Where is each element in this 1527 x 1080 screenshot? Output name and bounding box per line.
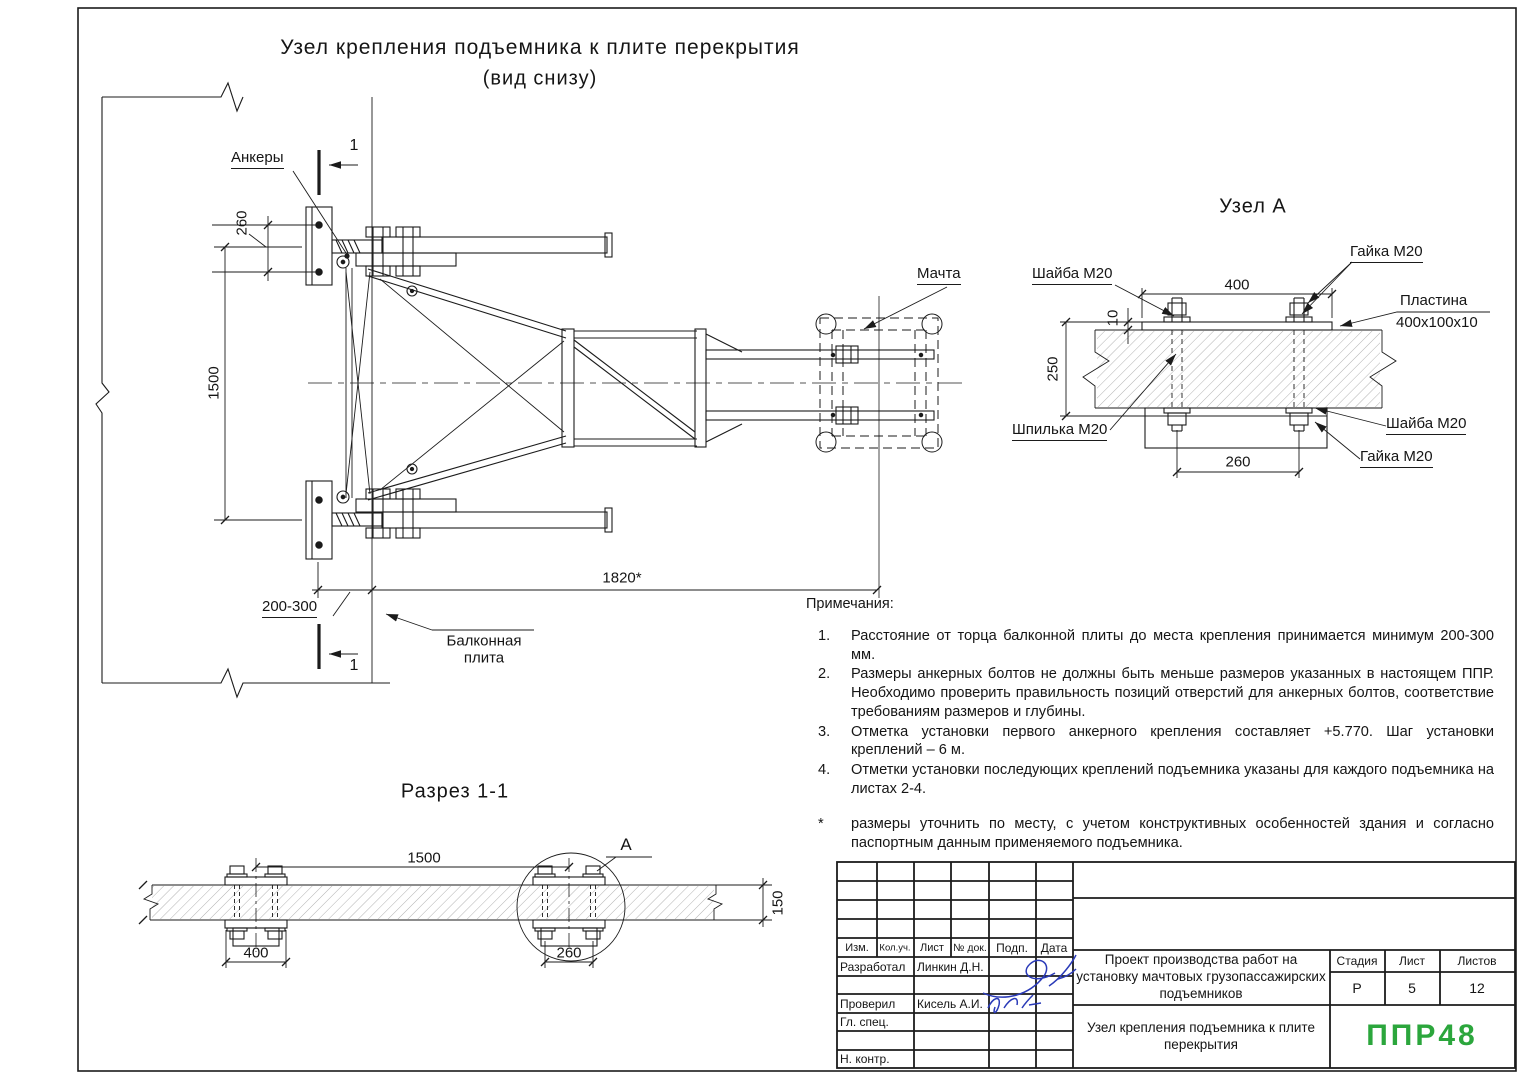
- note-item: 4. Отметки установки последующих креплений подъемника указаны для каждого подъемника на листах 2-4.: [818, 761, 1494, 797]
- node-a-nut-bottom-label: Гайка М20: [1360, 449, 1433, 468]
- section-dim-260: 260: [556, 944, 582, 962]
- node-a-dim-250: 250: [1044, 356, 1062, 382]
- tb-ncontrol-label: Н. контр.: [840, 1052, 890, 1066]
- tb-sheets-value: 12: [1469, 980, 1485, 996]
- tb-developed-name: Линкин Д.Н.: [917, 960, 984, 974]
- mast-label: Мачта: [917, 266, 961, 285]
- node-a-washer-top-label: Шайба М20: [1032, 266, 1112, 285]
- nut-bottom-leader: [1315, 422, 1360, 459]
- section-1-1-linework: [144, 853, 722, 961]
- sheet-title-line1: Узел крепления подъемника к плите перекрытия: [280, 36, 800, 59]
- slab-edge-bottom: [102, 669, 390, 697]
- tb-sheets-label: Листов: [1457, 954, 1497, 968]
- node-a-title: Узел А: [1219, 195, 1287, 218]
- nut-top-leader-2: [1302, 262, 1352, 314]
- signature-checked: [988, 995, 1041, 1013]
- wall-edge-left: [96, 97, 109, 683]
- detail-a-label: А: [620, 835, 632, 854]
- section-dim-400: 400: [243, 944, 269, 962]
- notes-list: [818, 627, 1494, 854]
- mast-outline: [816, 296, 942, 598]
- tb-checked-name: Кисель А.И.: [917, 997, 983, 1011]
- mast-leader: [864, 287, 947, 329]
- wall-edge-top: [102, 83, 243, 111]
- logo-ppr48: ППР48: [1366, 1019, 1478, 1052]
- section-dim-150: 150: [769, 890, 787, 916]
- sheet-title-line2: (вид снизу): [482, 67, 598, 90]
- plan-dim-ticks: [221, 221, 881, 594]
- tb-stage-value: Р: [1352, 980, 1362, 996]
- node-a-plate-label-line1: Пластина: [1400, 292, 1468, 309]
- tb-project-title: Проект производства работ на установку мачтовых грузопассажирских подъемников: [1076, 952, 1326, 1001]
- tb-checked-label: Проверил: [840, 997, 896, 1011]
- node-a-stud-label: Шпилька М20: [1012, 422, 1107, 441]
- tb-col-doc: № док.: [953, 942, 987, 954]
- note-item: 3. Отметка установки первого анкерного крепления составляет +5.770. Шаг установки креплений – 6 м.: [818, 723, 1494, 759]
- node-a-dim-400: 400: [1224, 276, 1250, 294]
- note-footnote: * размеры уточнить по месту, с учетом конструктивных особенностей здания и согласно паспортным данным применяемого подъемника.: [818, 816, 1494, 852]
- plan-dim-200-300: 200-300: [262, 599, 317, 618]
- plan-dim-1500: 1500: [205, 366, 223, 400]
- node-a-washer-bottom-label: Шайба М20: [1386, 416, 1466, 435]
- tb-chief-label: Гл. спец.: [840, 1015, 889, 1029]
- node-a-dim-10: 10: [1104, 309, 1122, 327]
- tb-col-izm: Изм.: [845, 942, 869, 954]
- tb-sheet-label: Лист: [1398, 954, 1426, 968]
- node-a-dim-260: 260: [1225, 453, 1251, 471]
- tb-col-podp: Подп.: [996, 941, 1028, 955]
- plan-dim-1820: 1820*: [602, 569, 642, 587]
- signatures: [983, 955, 1076, 1013]
- balcony-leader: [386, 614, 432, 630]
- tb-col-list: Лист: [920, 942, 944, 954]
- plan-dim-260: 260: [233, 210, 251, 236]
- tb-sheet-title: Узел крепления подъемника к плите перекрытия: [1087, 1019, 1315, 1052]
- node-a-plate-label-line2: 400х100х10: [1396, 314, 1478, 331]
- notes-heading: Примечания:: [806, 596, 894, 612]
- washer-top-leader: [1115, 285, 1174, 316]
- washer-bottom-leader: [1315, 408, 1386, 426]
- tb-developed-label: Разработал: [840, 960, 906, 974]
- node-a-plate: [1142, 322, 1332, 330]
- section-1-1-title: Разрез 1-1: [400, 780, 510, 803]
- node-a-nut-top-label: Гайка М20: [1350, 244, 1423, 263]
- note-item: 1. Расстояние от торца балконной плиты до места крепления принимается минимум 200-300 мм.: [818, 628, 1494, 663]
- tb-sheet-value: 5: [1408, 980, 1416, 996]
- tb-col-data: Дата: [1040, 941, 1068, 955]
- tb-stage-label: Стадия: [1336, 954, 1378, 968]
- section-dim-1500: 1500: [407, 849, 441, 867]
- anchors-label: Анкеры: [231, 150, 284, 169]
- note-item: 2. Размеры анкерных болтов не должны быть меньше размеров указанных в настоящем ППР. Необходимо проверить правильность позиций отверстий для анкерных болтов, соответствие требованиям размеров и глубины.: [818, 666, 1494, 720]
- balcony-label-line1: Балконная: [446, 632, 522, 650]
- balcony-label-line2: плита: [463, 649, 505, 667]
- plan-dimensions: [212, 150, 947, 669]
- truss-linework: [368, 269, 742, 500]
- section-mark-bottom-label: 1: [349, 657, 359, 674]
- section-mark-top-label: 1: [349, 137, 359, 154]
- tb-col-kol: Кол.уч.: [879, 942, 911, 954]
